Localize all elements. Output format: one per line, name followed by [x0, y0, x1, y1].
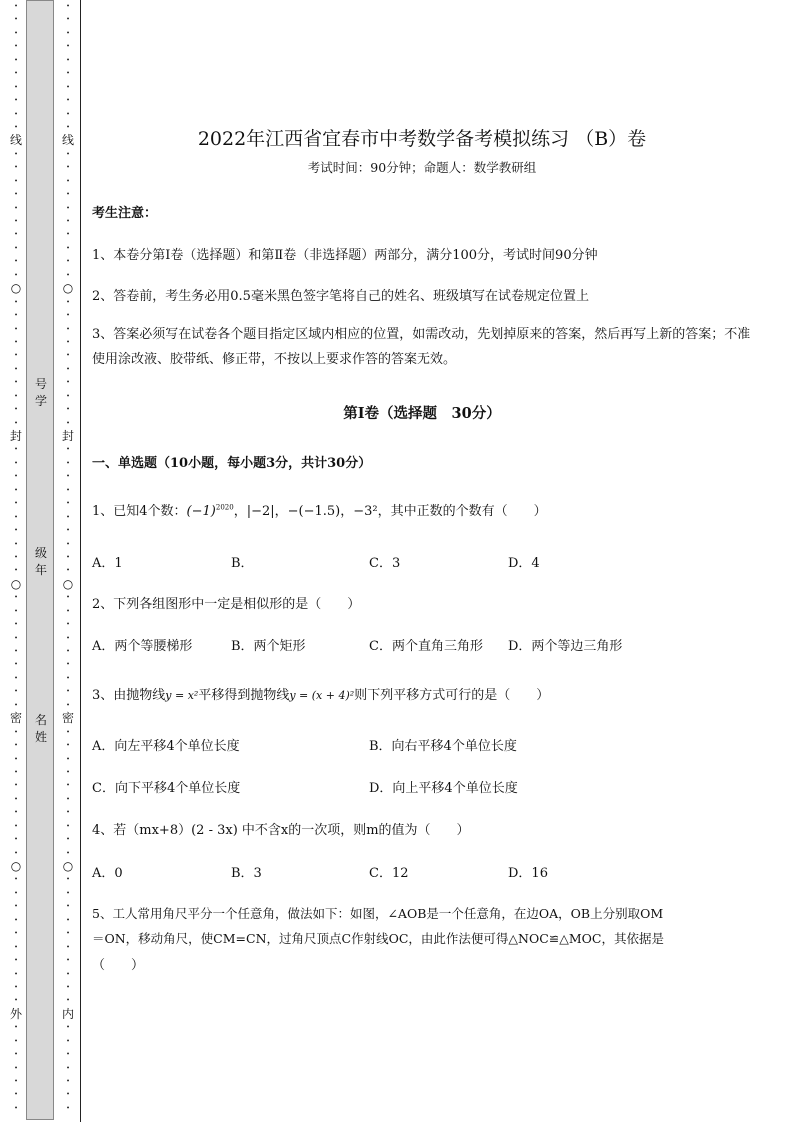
margin-dot: •	[66, 983, 70, 991]
margin-dot: •	[14, 634, 18, 642]
margin-dot: •	[14, 392, 18, 400]
exam-subtitle: 考试时间：90分钟；命题人：数学教研组	[307, 160, 537, 175]
margin-dot: •	[14, 903, 18, 911]
margin-dot: •	[14, 70, 18, 78]
q3-mid: 平移得到抛物线	[198, 688, 290, 703]
margin-dot: •	[14, 123, 18, 131]
notes-heading: 考生注意：	[92, 206, 158, 221]
margin-dot: •	[14, 459, 18, 467]
margin-dot: •	[66, 123, 70, 131]
margin-dot: •	[66, 298, 70, 306]
margin-dot: •	[66, 1078, 70, 1085]
margin-dot: •	[14, 244, 18, 252]
margin-dot: •	[66, 56, 70, 64]
margin-dot: •	[14, 110, 18, 118]
margin-dot: •	[66, 607, 70, 615]
margin-dot: •	[14, 782, 18, 790]
margin-dot: •	[66, 768, 70, 776]
margin-dot: •	[14, 1024, 18, 1032]
margin-dot: •	[14, 177, 18, 185]
margin-dot: •	[66, 1037, 70, 1045]
margin-dot: •	[14, 943, 18, 951]
margin-dot: •	[14, 607, 18, 615]
question-4-stem: 4、若（mx+8）(2 - 3x) 中不含x的一次项，则m的值为（ ）	[92, 823, 470, 838]
margin-dot: •	[66, 876, 70, 884]
margin-mark: 密	[9, 711, 22, 726]
margin-dot: •	[14, 3, 18, 10]
margin-dot: •	[66, 809, 70, 817]
margin-dot: •	[66, 553, 70, 561]
margin-dot: •	[66, 392, 70, 400]
margin-dot: •	[14, 540, 18, 548]
margin-dot: •	[66, 889, 70, 897]
margin-dot: •	[14, 1091, 18, 1099]
margin-dot: •	[14, 43, 18, 51]
margin-dot: •	[66, 648, 70, 655]
margin-dot: •	[14, 258, 18, 266]
margin-dot: •	[66, 406, 70, 414]
option-c[interactable]: C．12	[369, 866, 409, 881]
margin-dot: •	[14, 849, 18, 857]
q3-prefix: 3、由抛物线	[92, 688, 166, 703]
exam-title: 2022年江西省宜春市中考数学备考模拟练习 （B）卷	[197, 128, 647, 150]
option-a[interactable]: A．向左平移4个单位长度	[92, 739, 240, 754]
margin-dot: •	[14, 1051, 18, 1059]
margin-mark: 密	[61, 711, 74, 726]
margin-dot: •	[66, 473, 70, 481]
margin-dot: •	[66, 997, 70, 1005]
margin-dot: •	[14, 768, 18, 776]
margin-dot: •	[14, 97, 18, 105]
margin-dot: •	[66, 674, 70, 682]
margin-dot: •	[66, 728, 70, 736]
option-c[interactable]: C．两个直角三角形	[369, 639, 483, 654]
margin-dot: •	[66, 943, 70, 951]
margin-dot: •	[66, 849, 70, 857]
margin-dot: •	[66, 70, 70, 78]
name-label: 名姓	[34, 713, 47, 744]
margin-dot: •	[66, 258, 70, 266]
margin-dot: •	[66, 970, 70, 978]
margin-dot: •	[66, 1064, 70, 1072]
margin-dot: •	[66, 16, 70, 24]
margin-dot: •	[14, 298, 18, 306]
margin-dot: •	[66, 836, 70, 844]
margin-dot: •	[14, 674, 18, 682]
margin-dot: •	[14, 836, 18, 844]
margin-dot: •	[14, 809, 18, 817]
margin-dot: •	[14, 957, 18, 965]
question-5-stem-line1: 5、工人常用角尺平分一个任意角，做法如下：如图，∠AOB是一个任意角，在边OA，OB上分别取OM	[92, 906, 664, 921]
margin-dot: •	[14, 876, 18, 884]
margin-dot: •	[14, 150, 18, 158]
margin-dot: •	[66, 1104, 70, 1112]
option-d[interactable]: D．两个等边三角形	[508, 639, 623, 654]
margin-dot: •	[66, 1024, 70, 1032]
note-item: 3、答案必须写在试卷各个题目指定区域内相应的位置，如需改动，先划掉原来的答案，然后再写上新的答案；不准使用涂改液、胶带纸、修正带，不按以上要求作答的答案无效。	[92, 327, 751, 367]
q1-prefix: 1、已知4个数：	[92, 504, 187, 519]
margin-dot: •	[14, 930, 18, 938]
question-5-stem-line2: ＝ON，移动角尺，使CM=CN，过角尺顶点C作射线OC，由此作法便可得△NOC≌△MOC，其依据是	[92, 931, 664, 946]
margin-dot: •	[66, 312, 70, 320]
margin-dot: •	[14, 419, 18, 427]
margin-dot: •	[66, 486, 70, 494]
margin-dot: •	[14, 352, 18, 360]
margin-dot: •	[14, 83, 18, 91]
margin-dot: •	[66, 204, 70, 212]
margin-dot: •	[14, 365, 18, 373]
margin-dot: •	[66, 527, 70, 535]
question-2-stem: 2、下列各组图形中一定是相似形的是（ ）	[92, 597, 361, 612]
option-b[interactable]: B．向右平移4个单位长度	[369, 739, 517, 754]
margin-dot: •	[66, 688, 70, 696]
option-c[interactable]: C．向下平移4个单位长度	[92, 781, 241, 796]
margin-dot: •	[66, 29, 70, 37]
margin-mark: 封	[61, 429, 74, 443]
section-title: 第I卷（选择题 30分）	[343, 405, 501, 422]
margin-dot: •	[14, 29, 18, 37]
margin-dot: •	[66, 795, 70, 803]
margin-dot: •	[66, 3, 70, 10]
margin-dot: •	[66, 742, 70, 750]
margin-dot: •	[14, 271, 18, 279]
option-d[interactable]: D．16	[508, 866, 548, 881]
margin-dot: •	[14, 379, 18, 387]
margin-dot: •	[66, 594, 70, 602]
margin-dot: •	[66, 231, 70, 239]
margin-dot: •	[14, 567, 18, 575]
q3-math-2: y = (x + 4)²	[289, 689, 355, 702]
q1-math: (−1)	[186, 504, 216, 519]
margin-dot: •	[14, 997, 18, 1005]
margin-dot: •	[66, 419, 70, 427]
q1-rest: ，|−2|，−(−1.5)，−3²，其中正数的个数有（ ）	[233, 504, 547, 519]
margin-dot: •	[14, 486, 18, 494]
margin-dot: •	[66, 916, 70, 924]
option-b[interactable]: B．两个矩形	[231, 639, 306, 654]
margin-dot: •	[66, 379, 70, 387]
margin-mark: 外	[9, 1006, 22, 1021]
left-dot-column	[8, 0, 24, 1115]
margin-dot: •	[66, 352, 70, 360]
margin-dot: •	[14, 621, 18, 629]
margin-dot: •	[14, 795, 18, 803]
margin-dot: •	[66, 1091, 70, 1099]
note-item: 2、答卷前，考生务必用0.5毫米黑色签字笔将自己的姓名、班级填写在试卷规定位置上	[92, 289, 589, 304]
binding-line	[80, 0, 81, 1122]
margin-dot: •	[66, 513, 70, 521]
part-heading: 一、单选题（10小题，每小题3分，共计30分）	[92, 456, 372, 471]
margin-dot: •	[66, 500, 70, 508]
margin-mark: 线	[61, 133, 74, 148]
margin-dot: •	[14, 1078, 18, 1085]
margin-dot: •	[66, 661, 70, 669]
margin-dot: •	[66, 782, 70, 790]
note-item: 1、本卷分第I卷（选择题）和第Ⅱ卷（非选择题）两部分，满分100分，考试时间90分钟	[92, 248, 598, 263]
margin-dot: •	[14, 218, 18, 225]
class-label: 级年	[34, 546, 47, 577]
margin-dot: •	[14, 338, 18, 346]
margin-dot: •	[14, 446, 18, 454]
margin-dot: •	[14, 594, 18, 602]
margin-dot: •	[14, 983, 18, 991]
margin-dot: •	[66, 43, 70, 51]
margin-dot: •	[14, 755, 18, 763]
student-number-label: 号学	[34, 377, 47, 408]
margin-dot: •	[14, 970, 18, 978]
margin-dot: •	[66, 459, 70, 467]
margin-dot: •	[66, 97, 70, 105]
margin-dot: •	[14, 553, 18, 561]
margin-dot: •	[14, 1064, 18, 1072]
margin-dot: •	[66, 218, 70, 225]
margin-dot: •	[14, 406, 18, 414]
margin-dot: •	[66, 164, 70, 172]
margin-dot: •	[66, 903, 70, 911]
margin-dot: •	[14, 513, 18, 521]
margin-dot: •	[14, 916, 18, 924]
margin-mark: ○	[62, 859, 74, 873]
margin-dot: •	[66, 567, 70, 575]
margin-dot: •	[14, 527, 18, 535]
margin-dot: •	[66, 325, 70, 333]
margin-dot: •	[14, 312, 18, 320]
option-a[interactable]: A．1	[92, 556, 123, 571]
margin-dot: •	[14, 742, 18, 750]
option-b[interactable]: B．3	[231, 866, 262, 881]
margin-dot: •	[14, 16, 18, 24]
margin-dot: •	[14, 231, 18, 239]
margin-mark: ○	[10, 576, 22, 591]
margin-dot: •	[66, 755, 70, 763]
margin-mark: ○	[10, 859, 22, 873]
margin-dot: •	[66, 930, 70, 938]
question-3-stem	[92, 684, 549, 703]
margin-dot: •	[14, 204, 18, 212]
option-d[interactable]: D．向上平移4个单位长度	[369, 781, 518, 796]
margin-dot: •	[66, 191, 70, 199]
right-dot-column	[60, 0, 76, 1115]
margin-dot: •	[14, 1104, 18, 1112]
margin-dot: •	[14, 56, 18, 64]
margin-dot: •	[66, 365, 70, 373]
margin-dot: •	[14, 889, 18, 897]
margin-dot: •	[14, 325, 18, 333]
margin-dot: •	[14, 822, 18, 830]
margin-dot: •	[14, 500, 18, 508]
question-1-stem	[92, 500, 547, 519]
margin-mark: ○	[10, 281, 22, 296]
q3-math-1: y = x²	[165, 689, 199, 702]
question-5-stem-line3: （ ）	[92, 958, 145, 973]
margin-dot: •	[66, 540, 70, 548]
margin-dot: •	[14, 473, 18, 481]
margin-dot: •	[66, 446, 70, 454]
margin-dot: •	[66, 338, 70, 346]
margin-dot: •	[14, 648, 18, 655]
margin-dot: •	[66, 271, 70, 279]
margin-mark: ○	[62, 576, 74, 591]
option-a[interactable]: A．0	[92, 866, 123, 881]
margin-mark: 内	[61, 1006, 74, 1021]
margin-dot: •	[66, 957, 70, 965]
margin-mark: ○	[62, 281, 74, 296]
margin-mark: 线	[9, 133, 22, 148]
margin-mark: 封	[9, 429, 22, 443]
margin-dot: •	[66, 701, 70, 709]
margin-dot: •	[14, 688, 18, 696]
margin-dot: •	[66, 83, 70, 91]
q1-exponent: 2020	[215, 503, 234, 512]
margin-dot: •	[14, 701, 18, 709]
option-b[interactable]: B．	[231, 556, 254, 571]
margin-dot: •	[66, 244, 70, 252]
margin-dot: •	[66, 150, 70, 158]
option-c[interactable]: C．3	[369, 556, 401, 571]
margin-dot: •	[66, 822, 70, 830]
margin-dot: •	[66, 177, 70, 185]
margin-dot: •	[66, 110, 70, 118]
margin-dot: •	[14, 728, 18, 736]
margin-dot: •	[14, 1037, 18, 1045]
q3-rest: 则下列平移方式可行的是（ ）	[354, 688, 550, 703]
margin-dot: •	[14, 661, 18, 669]
option-d[interactable]: D．4	[508, 556, 540, 571]
margin-dot: •	[66, 1051, 70, 1059]
margin-dot: •	[14, 164, 18, 172]
margin-dot: •	[66, 621, 70, 629]
option-a[interactable]: A．两个等腰梯形	[92, 639, 193, 654]
margin-dot: •	[14, 191, 18, 199]
margin-dot: •	[66, 634, 70, 642]
